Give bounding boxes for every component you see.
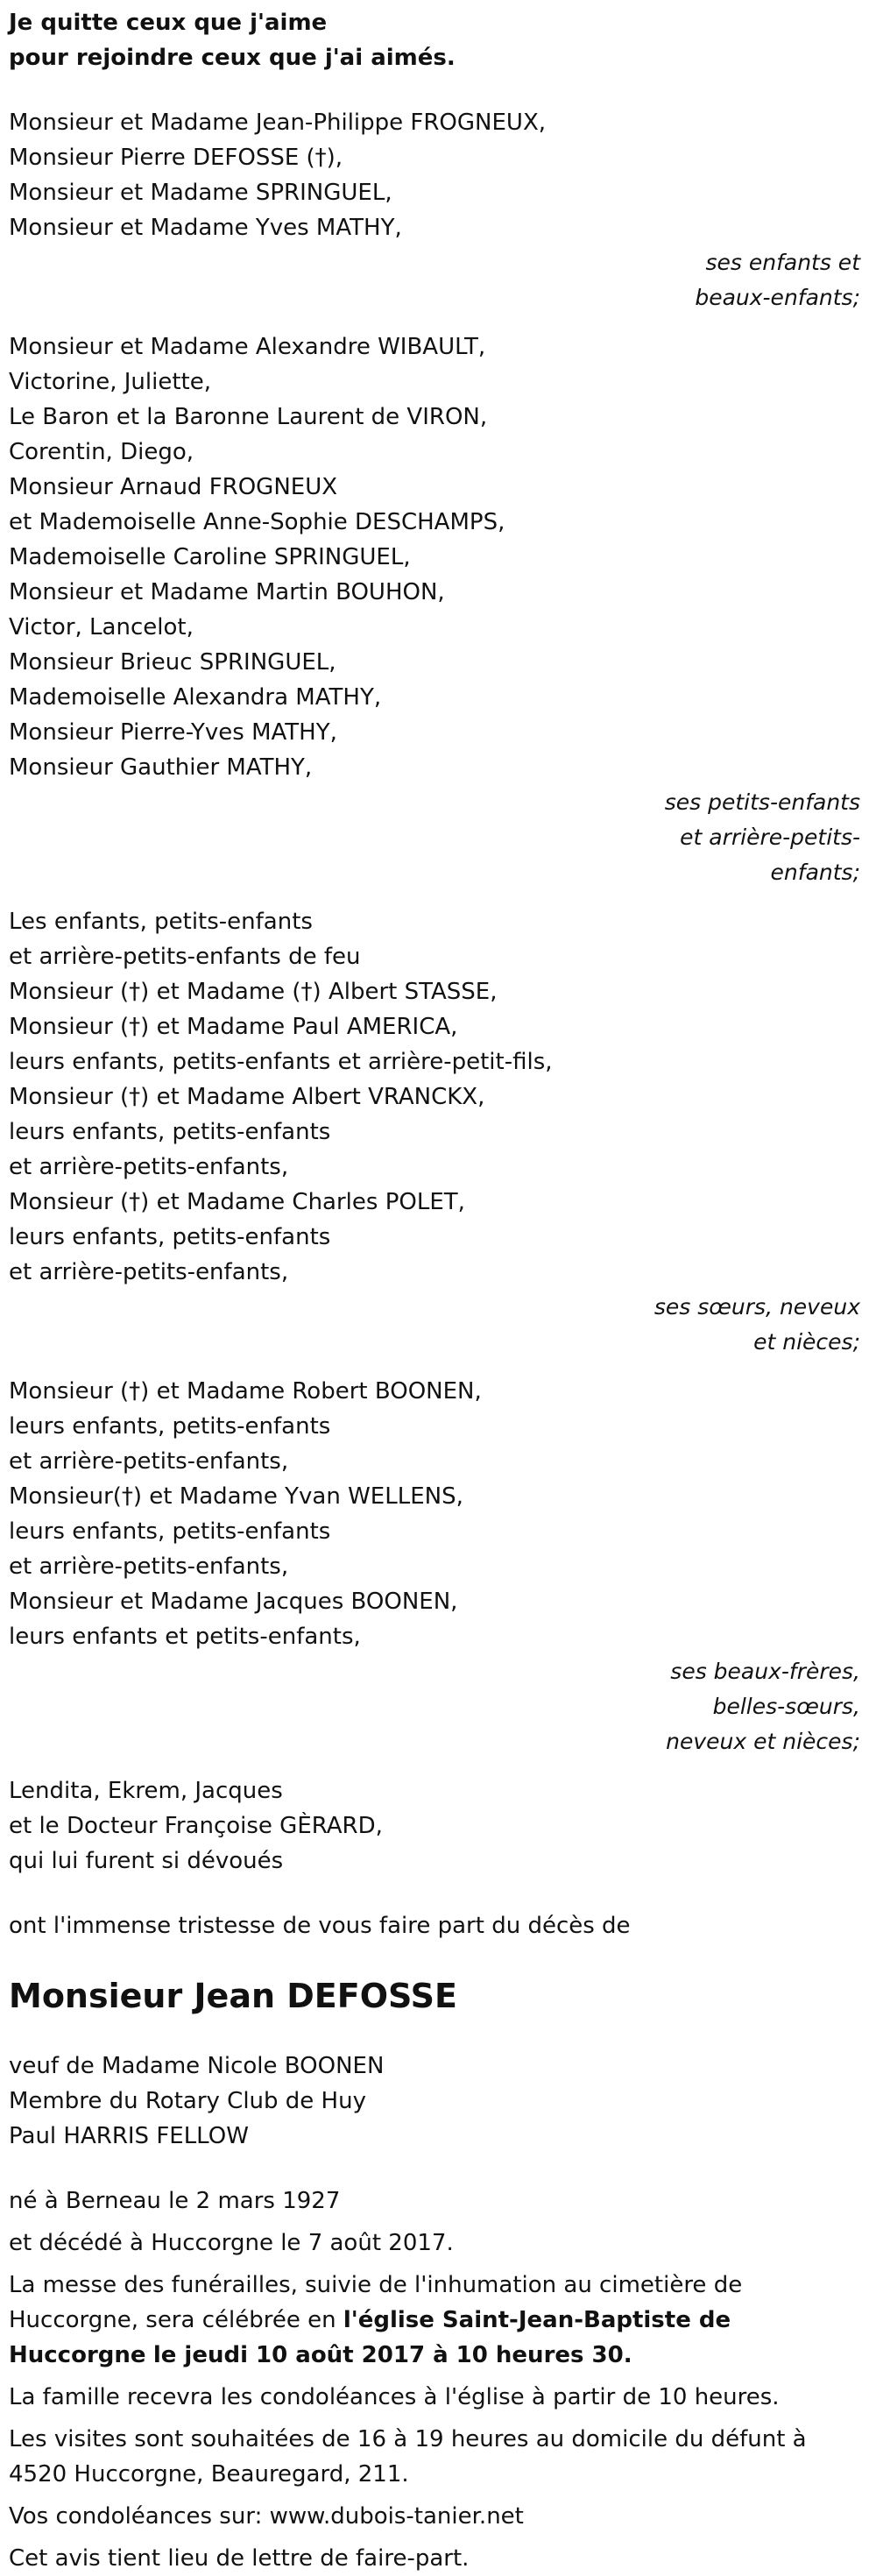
family-line: Mademoiselle Caroline SPRINGUEL,: [9, 544, 411, 570]
family-line: leurs enfants et petits-enfants,: [9, 1624, 361, 1650]
relation-line: belles-sœurs,: [712, 1694, 860, 1719]
family-line: leurs enfants, petits-enfants: [9, 1224, 331, 1250]
epigraph: [9, 5, 867, 75]
family-line: et arrière-petits-enfants,: [9, 1259, 289, 1285]
family-line: Lendita, Ekrem, Jacques: [9, 1778, 283, 1804]
family-line: Monsieur (†) et Madame Charles POLET,: [9, 1189, 465, 1215]
family-line: Monsieur Brieuc SPRINGUEL,: [9, 649, 336, 676]
closing-note: Cet avis tient lieu de lettre de faire-part.: [9, 2545, 470, 2572]
family-line: et arrière-petits-enfants,: [9, 1553, 289, 1580]
family-line: leurs enfants, petits-enfants: [9, 1518, 331, 1545]
family-line: Monsieur et Madame SPRINGUEL,: [9, 180, 392, 206]
family-line: Monsieur (†) et Madame Albert VRANCKX,: [9, 1084, 485, 1110]
family-line: et Mademoiselle Anne-Sophie DESCHAMPS,: [9, 509, 505, 535]
family-line: et arrière-petits-enfants,: [9, 1448, 289, 1475]
title-line: veuf de Madame Nicole BOONEN: [9, 2053, 385, 2079]
epigraph-line: pour rejoindre ceux que j'ai aimés.: [9, 45, 456, 71]
visits-info: Les visites sont souhaitées de 16 à 19 heures au domicile du défunt à 4520 Huccorgne, Beauregard, 211.: [9, 2426, 807, 2488]
family-line: Monsieur(†) et Madame Yvan WELLENS,: [9, 1483, 463, 1510]
funeral-info: [9, 2268, 867, 2373]
funeral-church: l'église Saint-Jean-Baptiste de Huccorgne: [9, 2307, 731, 2368]
family-line: Monsieur Pierre DEFOSSE (†),: [9, 145, 343, 171]
relation-line: ses beaux-frères,: [670, 1659, 860, 1684]
family-line: Monsieur Pierre-Yves MATHY,: [9, 719, 337, 746]
epigraph-line: Je quitte ceux que j'aime: [9, 10, 328, 36]
funeral-text: La messe des funérailles, suivie de l'inhumation au cimetière de Huccorgne, sera célébrée en: [9, 2272, 743, 2333]
family-line: et arrière-petits-enfants,: [9, 1154, 289, 1180]
deceased-name: Monsieur Jean DEFOSSE: [9, 1977, 457, 2015]
family-line: leurs enfants, petits-enfants: [9, 1413, 331, 1440]
relation-line: ses enfants et: [705, 250, 860, 275]
announcement-text: ont l'immense tristesse de vous faire part du décès de: [9, 1913, 631, 1939]
family-line: et arrière-petits-enfants de feu: [9, 944, 361, 970]
condolences-church: La famille recevra les condoléances à l'église à partir de 10 heures.: [9, 2384, 780, 2410]
death-info: et décédé à Huccorgne le 7 août 2017.: [9, 2230, 454, 2256]
family-line: et le Docteur Françoise GÈRARD,: [9, 1813, 383, 1839]
family-line: Monsieur (†) et Madame Robert BOONEN,: [9, 1378, 482, 1405]
family-line: Victorine, Juliette,: [9, 369, 211, 395]
relation-line: ses petits-enfants: [664, 789, 860, 815]
family-line: Monsieur Arnaud FROGNEUX: [9, 474, 338, 500]
family-line: Mademoiselle Alexandra MATHY,: [9, 684, 382, 711]
relation-line: et nièces;: [753, 1329, 860, 1355]
family-line: Corentin, Diego,: [9, 439, 194, 465]
family-line: Monsieur et Madame Jean-Philippe FROGNEUX,: [9, 110, 547, 136]
funeral-date: le jeudi 10 août 2017 à 10 heures 30.: [152, 2342, 632, 2368]
family-line: Monsieur (†) et Madame (†) Albert STASSE,: [9, 979, 498, 1005]
family-group-grandchildren: [9, 329, 867, 890]
title-line: Membre du Rotary Club de Huy: [9, 2088, 366, 2114]
family-group-caregivers: [9, 1773, 867, 1879]
family-group-siblings: [9, 904, 867, 1360]
family-line: Monsieur et Madame Yves MATHY,: [9, 215, 402, 241]
family-group-children: [9, 105, 867, 315]
online-condolences: Vos condoléances sur: www.dubois-tanier.net: [9, 2503, 524, 2530]
family-line: Monsieur et Madame Alexandre WIBAULT,: [9, 334, 486, 360]
relation-line: beaux-enfants;: [695, 285, 860, 310]
funeral-details: [9, 2183, 867, 2576]
family-line: Monsieur et Madame Martin BOUHON,: [9, 579, 445, 605]
family-line: qui lui furent si dévoués: [9, 1848, 284, 1874]
deceased-titles: [9, 2049, 867, 2154]
relation-line: enfants;: [770, 860, 860, 885]
family-line: leurs enfants, petits-enfants: [9, 1119, 331, 1145]
family-line: Le Baron et la Baronne Laurent de VIRON,: [9, 404, 488, 430]
title-line: Paul HARRIS FELLOW: [9, 2123, 249, 2149]
birth-info: né à Berneau le 2 mars 1927: [9, 2188, 341, 2214]
family-line: Monsieur et Madame Jacques BOONEN,: [9, 1589, 458, 1615]
family-line: Les enfants, petits-enfants: [9, 909, 313, 935]
relation-line: neveux et nièces;: [666, 1729, 860, 1754]
relation-line: et arrière-petits-: [680, 824, 860, 850]
family-line: Victor, Lancelot,: [9, 614, 194, 640]
family-group-in-laws: [9, 1374, 867, 1759]
family-line: Monsieur (†) et Madame Paul AMERICA,: [9, 1014, 458, 1040]
family-line: Monsieur Gauthier MATHY,: [9, 754, 313, 781]
family-line: leurs enfants, petits-enfants et arrière-petit-fils,: [9, 1049, 553, 1075]
relation-line: ses sœurs, neveux: [653, 1294, 860, 1320]
